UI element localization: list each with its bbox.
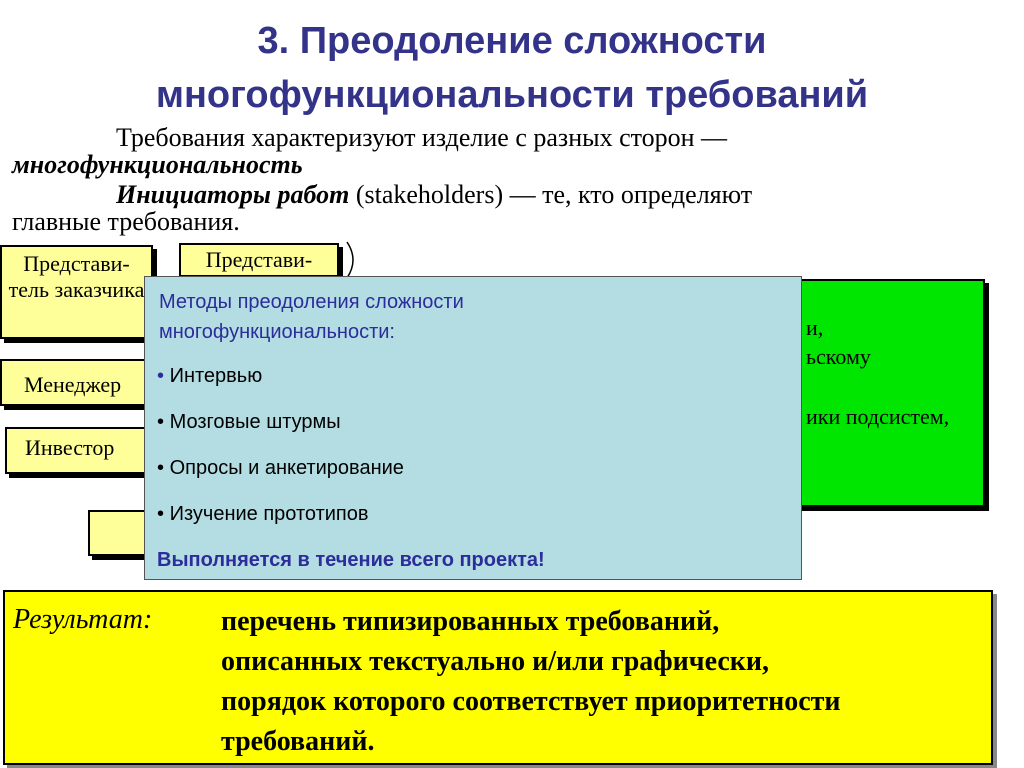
bullet-icon: • bbox=[157, 365, 165, 387]
popup-item-surveys bbox=[157, 455, 404, 481]
intro-line-3 bbox=[116, 180, 752, 210]
popup-item-interview bbox=[157, 363, 262, 389]
intro-line-4: главные требования. bbox=[12, 207, 240, 236]
box-manager-label: Менеджер bbox=[24, 372, 122, 397]
result-line-2: описанных текстуально и/или графически, bbox=[221, 646, 770, 677]
stakeholders-term: Инициаторы работ bbox=[116, 180, 350, 209]
popup-item-brainstorm bbox=[157, 409, 341, 435]
result-label bbox=[13, 604, 152, 636]
box-investor bbox=[5, 427, 153, 474]
box-manager bbox=[0, 359, 153, 406]
popup-item-label: Интервью bbox=[169, 365, 263, 387]
box-representative-2 bbox=[179, 243, 339, 277]
result-line-3: порядок которого соответствует приоритетности bbox=[221, 686, 841, 717]
popup-item-label: Изучение прототипов bbox=[169, 503, 369, 525]
box-investor-label: Инвестор bbox=[25, 435, 115, 460]
popup-item-prototypes bbox=[157, 501, 369, 527]
intro-line-1: Требования характеризуют изделие с разных сторон — bbox=[116, 123, 728, 152]
bullet-icon: • bbox=[157, 411, 165, 433]
popup-item-label: Мозговые штурмы bbox=[169, 411, 341, 433]
brace-icon bbox=[345, 240, 361, 280]
result-line-4: требований. bbox=[221, 726, 375, 757]
green-box-text-1: и, bbox=[806, 315, 824, 340]
green-box-text-3: ики подсистем, bbox=[806, 404, 950, 429]
bullet-icon: • bbox=[157, 503, 165, 525]
result-box bbox=[3, 590, 993, 765]
slide-title bbox=[0, 14, 1024, 122]
intro-line-2: многофункциональность bbox=[12, 150, 303, 179]
result-line-1: перечень типизированных требований, bbox=[221, 606, 720, 637]
result-text bbox=[221, 602, 841, 762]
result-label-colon: : bbox=[142, 604, 153, 635]
stakeholders-definition: (stakeholders) — те, кто определяют bbox=[349, 180, 753, 209]
bullet-icon: • bbox=[157, 457, 165, 479]
popup-title: Методы преодоления сложности многофункциональности: bbox=[159, 291, 464, 343]
green-box bbox=[795, 279, 985, 507]
result-label-text: Результат bbox=[13, 604, 143, 635]
popup-final-note: Выполняется в течение всего проекта! bbox=[157, 549, 545, 571]
popup-item-label: Опросы и анкетирование bbox=[169, 457, 404, 479]
box-customer-representative bbox=[0, 245, 153, 339]
title-line-1: 3. Преодоление сложности bbox=[257, 20, 767, 62]
box-customer-label: Представи-тель заказчика bbox=[8, 251, 145, 302]
methods-popup bbox=[144, 276, 802, 580]
title-line-2: многофункциональности требований bbox=[155, 74, 869, 116]
box-representative-2-label: Представи- bbox=[205, 247, 313, 272]
green-box-text-2: ьскому bbox=[806, 344, 871, 369]
